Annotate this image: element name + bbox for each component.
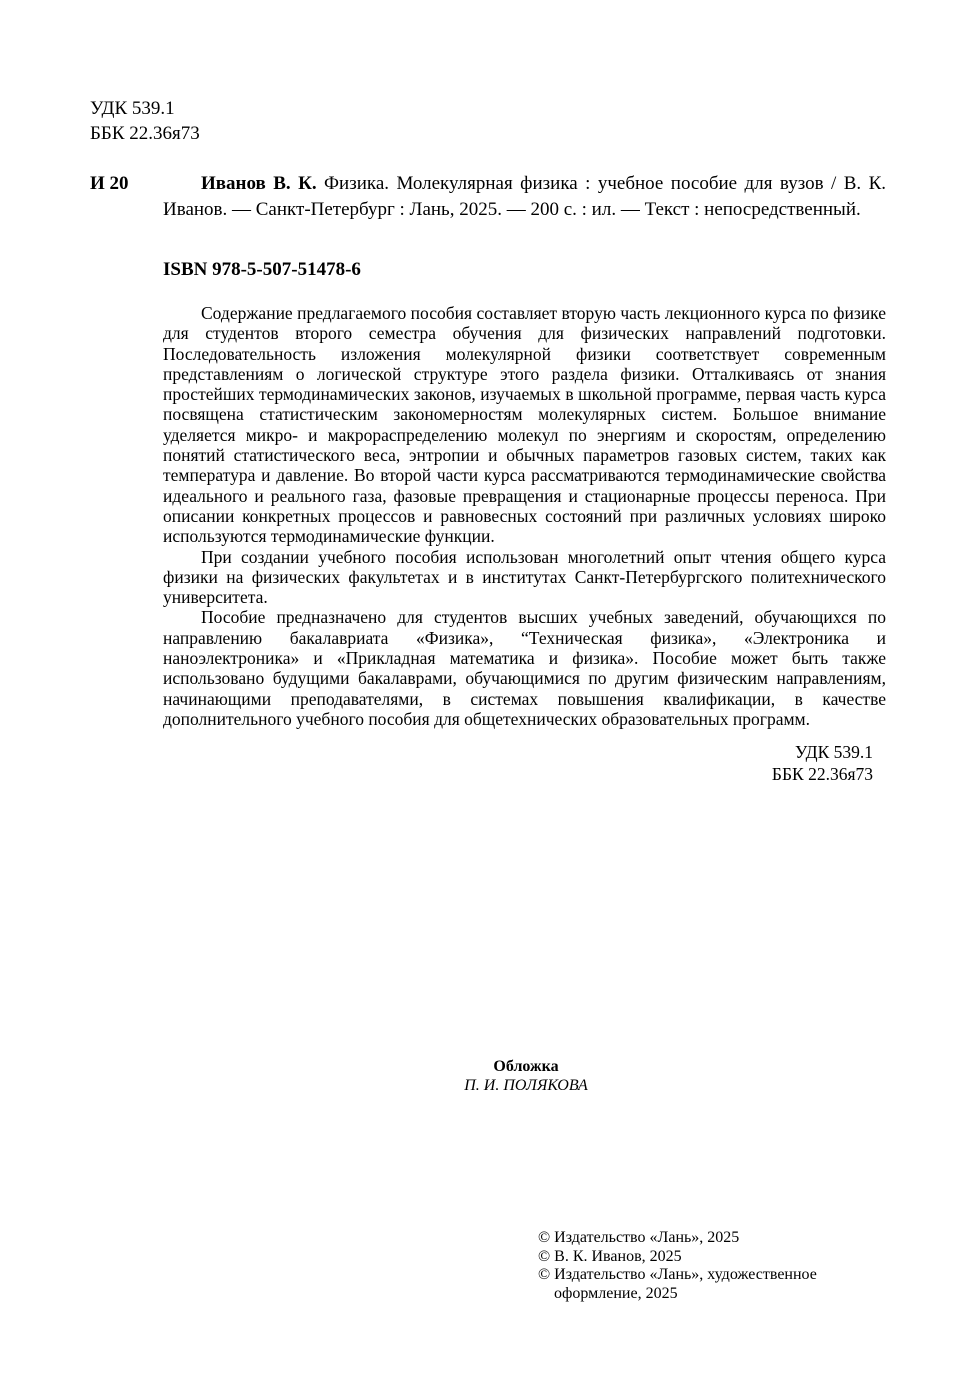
copyright-line: © Издательство «Лань», художественное <box>538 1266 817 1283</box>
copyright-line: © Издательство «Лань», 2025 <box>538 1229 740 1246</box>
cover-credit <box>0 1057 976 1095</box>
author-name: Иванов В. К. <box>201 173 317 194</box>
bbk-code: ББК 22.36я73 <box>90 123 200 144</box>
copyright-block <box>538 1229 817 1303</box>
annotation-paragraph: При создании учебного пособия использован многолетний опыт чтения общего курса физики на физических факультетах и в институтах Санкт-Петербургского политехнического университета. <box>163 546 886 608</box>
bbk-code: ББК 22.36я73 <box>771 764 873 784</box>
annotation-paragraph: Содержание предлагаемого пособия составляет вторую часть лекционного курса по физике для студентов второго семестра обучения для физических направлений подготовки. Последовательность изложения молекулярной физики соответствует современным представлениям о логической структуре этого раздела физики. Отталкиваясь от знания простейших термодинамических законов, изучаемых в школьной программе, первая часть курса посвящена статистическим закономерностям молекулярных систем. Большое внимание уделяется микро- и макрораспределению молекул по энергиям и скоростям, определению понятий статистического веса, энтропии и обычных параметров газовых систем, таких как температура и давление. Во второй части курса рассматриваются термодинамические свойства идеального и реального газа, фазовые превращения и стационарные процессы переноса. При описании конкретных процессов и равновесных состояний при различных условиях широко используются термодинамические функции. <box>163 303 886 547</box>
cover-designer: П. И. ПОЛЯКОВА <box>464 1077 588 1094</box>
udk-code: УДК 539.1 <box>795 742 873 762</box>
bibliographic-description: Физика. Молекулярная физика : учебное пособие для вузов / В. К. Иванов. — Санкт-Петербург : Лань, 2025. — 200 с. : ил. — Текст : непосредственный. <box>163 173 886 220</box>
copyright-line: © В. К. Иванов, 2025 <box>538 1247 682 1265</box>
bibliographic-record <box>163 171 886 223</box>
annotation-paragraph: Пособие предназначено для студентов высших учебных заведений, обучающихся по направлению бакалавриата «Физика», “Техническая физика», «Электроника и наноэлектроника» и «Прикладная математика и физика». Пособие может быть также использовано будущими бакалаврами, обучающимися по другим физическим направлениям, начинающими преподавателями, в системах повышения квалификации, в качестве дополнительного учебного пособия для общетехнических образовательных программ. <box>163 607 886 729</box>
header-classification <box>90 96 200 146</box>
copyright-line: оформление, 2025 <box>554 1284 678 1302</box>
author-mark: И 20 <box>90 173 129 194</box>
udk-code: УДК 539.1 <box>90 98 175 119</box>
annotation-classification <box>772 741 873 785</box>
isbn: ISBN 978-5-507-51478-6 <box>163 259 361 280</box>
cover-label: Обложка <box>493 1058 559 1075</box>
annotation <box>163 303 886 729</box>
